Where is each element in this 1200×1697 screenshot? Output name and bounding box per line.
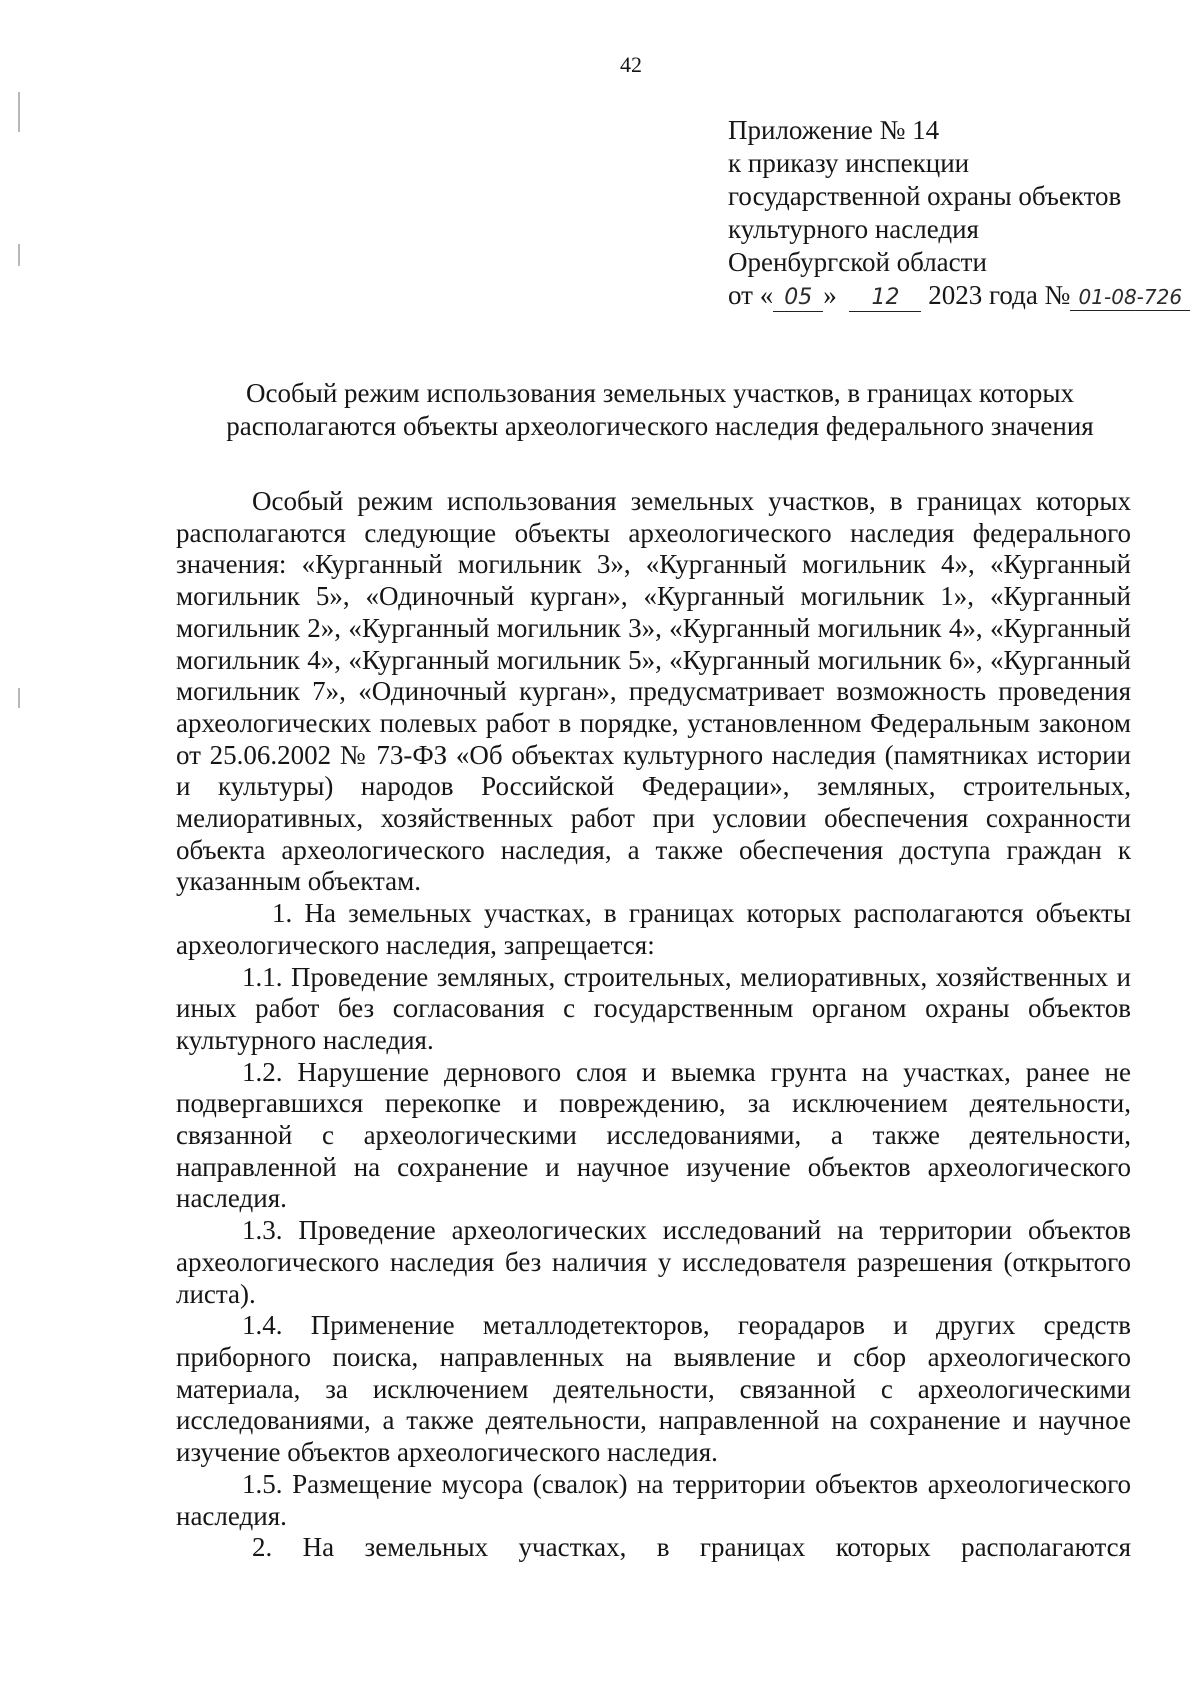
clause-2: 2. На земельных участках, в границах которых располагаются: [252, 1532, 1131, 1563]
page-number: 42: [620, 52, 642, 77]
handwritten-month: 12: [849, 285, 921, 312]
document-title: Особый режим использования земельных участков, в границах которых располагаются объекты археологического наследия федерального значения: [226, 378, 1094, 441]
appendix-line: культурного наследия: [728, 214, 979, 244]
clause-1-4: 1.4. Применение металлодетекторов, георадаров и других средств приборного поиска, направленных на выявление и сбор археологического материала, за исключением деятельности, связанной с археологическими исследованиями, а также деятельности, направленной на сохранение и научное изучение объектов археологического наследия.: [176, 1310, 1131, 1468]
date-prefix: от «: [728, 280, 774, 310]
clause-1-5: 1.5. Размещение мусора (свалок) на территории объектов археологического наследия.: [176, 1468, 1131, 1531]
appendix-line: Оренбургской области: [728, 247, 987, 277]
scan-margin-mark: [18, 688, 20, 708]
appendix-header: [728, 114, 1190, 312]
appendix-line: Приложение № 14: [728, 115, 940, 145]
intro-paragraph: Особый режим использования земельных участков, в границах которых располагаются следующие объекты археологического наследия федерального значения: «Курганный могильник 3», «Курганный могильник 4», «Курганный могильник 5», «Одиночный курган», «Курганный могильник 1», «Курганный могильник 2», «Курганный могильник 3», «Курганный могильник 4», «Курганный могильник 4», «Курганный могильник 5», «Курганный могильник 6», «Курганный могильник 7», «Одиночный курган», предусматривает возможность проведения археологических полевых работ в порядке, установленном Федеральным законом от 25.06.2002 № 73-ФЗ «Об объектах культурного наследия (памятниках истории и культуры) народов Российской Федерации», земляных, строительных, мелиоративных, хозяйственных работ при условии обеспечения сохранности объекта археологического наследия, а также обеспечения доступа граждан к указанным объектам.: [176, 486, 1131, 897]
document-body: [176, 486, 1131, 1564]
scan-margin-mark: [18, 244, 20, 266]
clause-1-3: 1.3. Проведение археологических исследований на территории объектов археологического наследия без наличия у исследователя разрешения (открытого листа).: [176, 1215, 1131, 1309]
appendix-line: государственной охраны объектов: [728, 181, 1122, 211]
handwritten-order-number: 01-08-726: [1070, 284, 1190, 311]
appendix-date-line: [728, 279, 1190, 312]
clause-1: 1. На земельных участках, в границах которых располагаются объекты археологического наследия, запрещается:: [176, 898, 1131, 960]
handwritten-day: 05: [773, 285, 823, 312]
scan-margin-mark: [18, 92, 20, 132]
appendix-line: к приказу инспекции: [728, 148, 970, 178]
clause-1-1: 1.1. Проведение земляных, строительных, мелиоративных, хозяйственных и иных работ без согласования с государственным органом охраны объектов культурного наследия.: [176, 961, 1131, 1055]
clause-1-2: 1.2. Нарушение дернового слоя и выемка грунта на участках, ранее не подвергавшихся перекопке и повреждению, за исключением деятельности, связанной с археологическими исследованиями, а также деятельности, направленной на сохранение и научное изучение объектов археологического наследия.: [176, 1056, 1131, 1214]
date-year: 2023 года №: [921, 280, 1071, 310]
date-mid: »: [823, 280, 844, 310]
